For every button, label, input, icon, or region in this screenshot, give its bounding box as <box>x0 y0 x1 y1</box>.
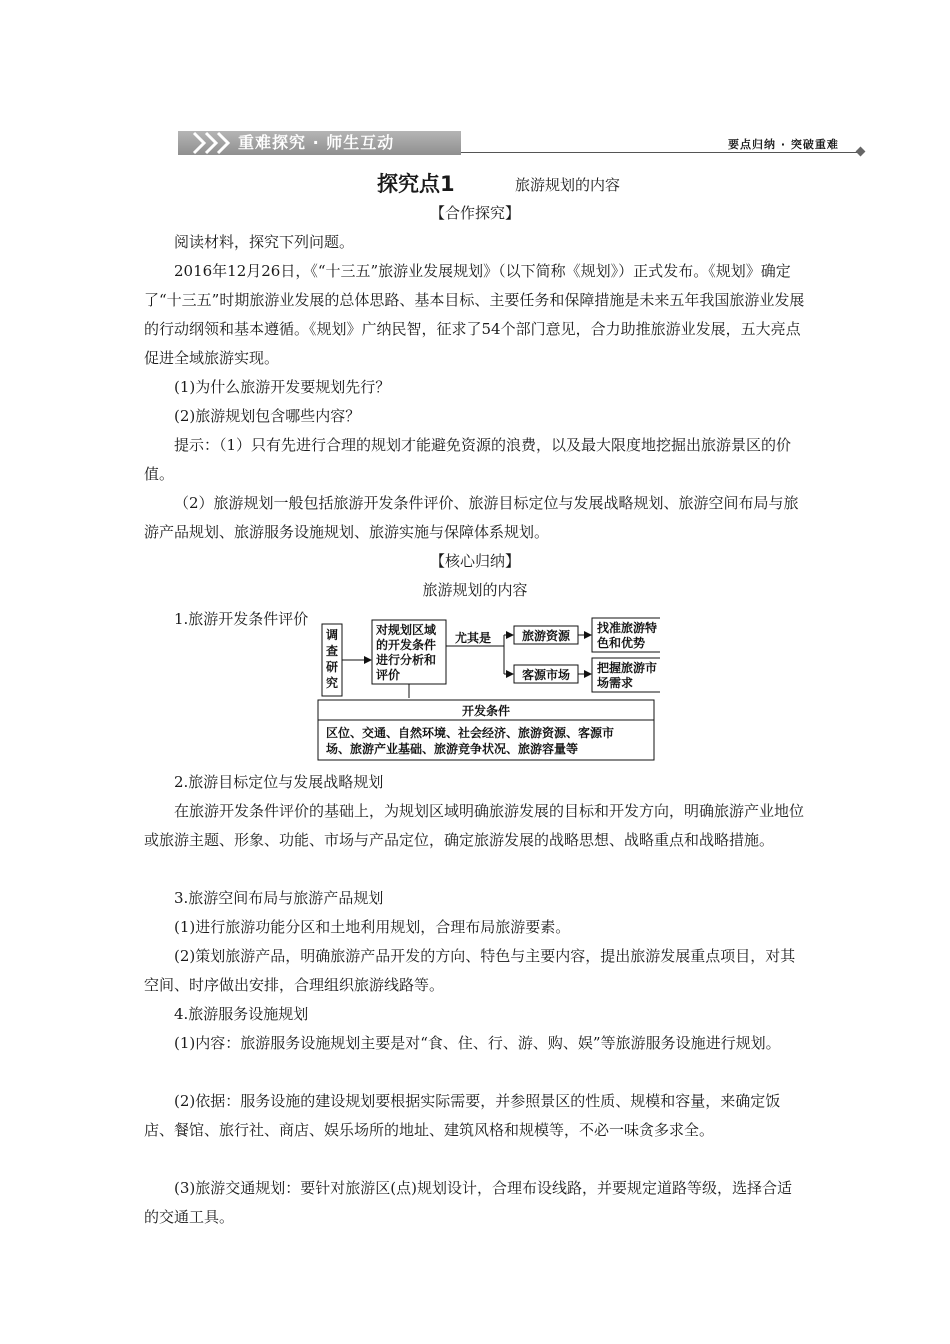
item-3-point-2: (2)策划旅游产品，明确旅游产品开发的方向、特色与主要内容，提出旅游发展重点项目，对其空间、时序做出安排，合理组织旅游线路等。 <box>144 947 796 994</box>
core-title: 旅游规划的内容 <box>422 581 528 599</box>
analyze-line: 的开发条件 <box>376 638 437 652</box>
market-goal-line: 把握旅游市 <box>597 661 658 675</box>
item-1-heading: 1.旅游开发条件评价 <box>174 610 309 628</box>
item-4-point-3: (3)旅游交通规划：要针对旅游区(点)规划设计，合理布设线路，并要规定道路等级，选择合适的交通工具。 <box>144 1179 792 1226</box>
hint-1: 提示：（1）只有先进行合理的规划才能避免资源的浪费，以及最大限度地挖掘出旅游景区的价值。 <box>144 436 792 483</box>
item-2-heading: 2.旅游目标定位与发展战略规划 <box>174 773 384 791</box>
header-right-tag: 要点归纳 · 突破重难 <box>728 138 839 151</box>
item-4-point-2: (2)依据：服务设施的建设规划要根据实际需要，并参照景区的性质、规模和容量，来确定饭店、餐馆、旅行社、商店、娱乐场所的地址、建筑风格和规模等，不必一味贪多求全。 <box>144 1092 781 1139</box>
item-3-point-1: (1)进行旅游功能分区和土地利用规划，合理布局旅游要素。 <box>174 918 571 936</box>
planning-diagram <box>310 612 660 762</box>
survey-char: 查 <box>325 644 339 658</box>
section-title: 旅游规划的内容 <box>515 176 621 194</box>
especially-label: 尤其是 <box>455 631 492 645</box>
survey-char: 究 <box>325 676 339 690</box>
intro-text: 阅读材料，探究下列问题。 <box>174 233 355 251</box>
analyze-line: 评价 <box>376 668 401 682</box>
item-4-heading: 4.旅游服务设施规划 <box>174 1005 309 1023</box>
section-label: 探究点1 <box>377 172 455 196</box>
core-label: 【核心归纳】 <box>429 552 520 570</box>
conditions-line: 场、旅游产业基础、旅游竞争状况、旅游容量等 <box>326 742 579 756</box>
item-2-text: 在旅游开发条件评价的基础上，为规划区域明确旅游发展的目标和开发方向，明确旅游产业地位或旅游主题、形象、功能、市场与产品定位，确定旅游发展的战略思想、战略重点和战略措施。 <box>144 802 805 849</box>
survey-char: 研 <box>325 660 339 674</box>
material-text: 2016年12月26日，《“十三五”旅游业发展规划》（以下简称《规划》）正式发布。《规划》确定了“十三五”时期旅游业发展的总体思路、基本目标、主要任务和保障措施是未来五年我国旅游业发展的行动纲领和基本遵循。《规划》广纳民智，征求了54个部门意见，合力助推旅游业发展，五大亮点促进全域旅游实现。 <box>144 262 805 367</box>
question-1: (1)为什么旅游开发要规划先行？ <box>174 378 391 396</box>
analyze-line: 对规划区域 <box>376 623 437 637</box>
question-2: (2)旅游规划包含哪些内容？ <box>174 407 361 425</box>
conditions-line: 区位、交通、自然环境、社会经济、旅游资源、客源市 <box>326 726 615 740</box>
resource-goal-line: 色和优势 <box>597 636 646 650</box>
cooperative-label: 【合作探究】 <box>429 204 520 222</box>
survey-char: 调 <box>325 628 339 642</box>
item-3-heading: 3.旅游空间布局与旅游产品规划 <box>174 889 384 907</box>
resource-goal-line: 找准旅游特 <box>597 621 658 635</box>
chevron-arrows-icon <box>190 131 234 155</box>
analyze-line: 进行分析和 <box>376 653 437 667</box>
header-divider <box>461 152 859 153</box>
resource-label: 旅游资源 <box>521 629 571 643</box>
market-label: 客源市场 <box>521 668 571 682</box>
market-goal-line: 场需求 <box>597 676 634 690</box>
conditions-title: 开发条件 <box>461 704 511 718</box>
item-4-point-1: (1)内容：旅游服务设施规划主要是对“食、住、行、游、购、娱”等旅游服务设施进行规划。 <box>174 1034 781 1052</box>
hint-2: （2）旅游规划一般包括旅游开发条件评价、旅游目标定位与发展战略规划、旅游空间布局与旅游产品规划、旅游服务设施规划、旅游实施与保障体系规划。 <box>144 494 799 541</box>
diamond-icon <box>856 147 866 157</box>
banner-title: 重难探究 · 师生互动 <box>238 133 395 152</box>
